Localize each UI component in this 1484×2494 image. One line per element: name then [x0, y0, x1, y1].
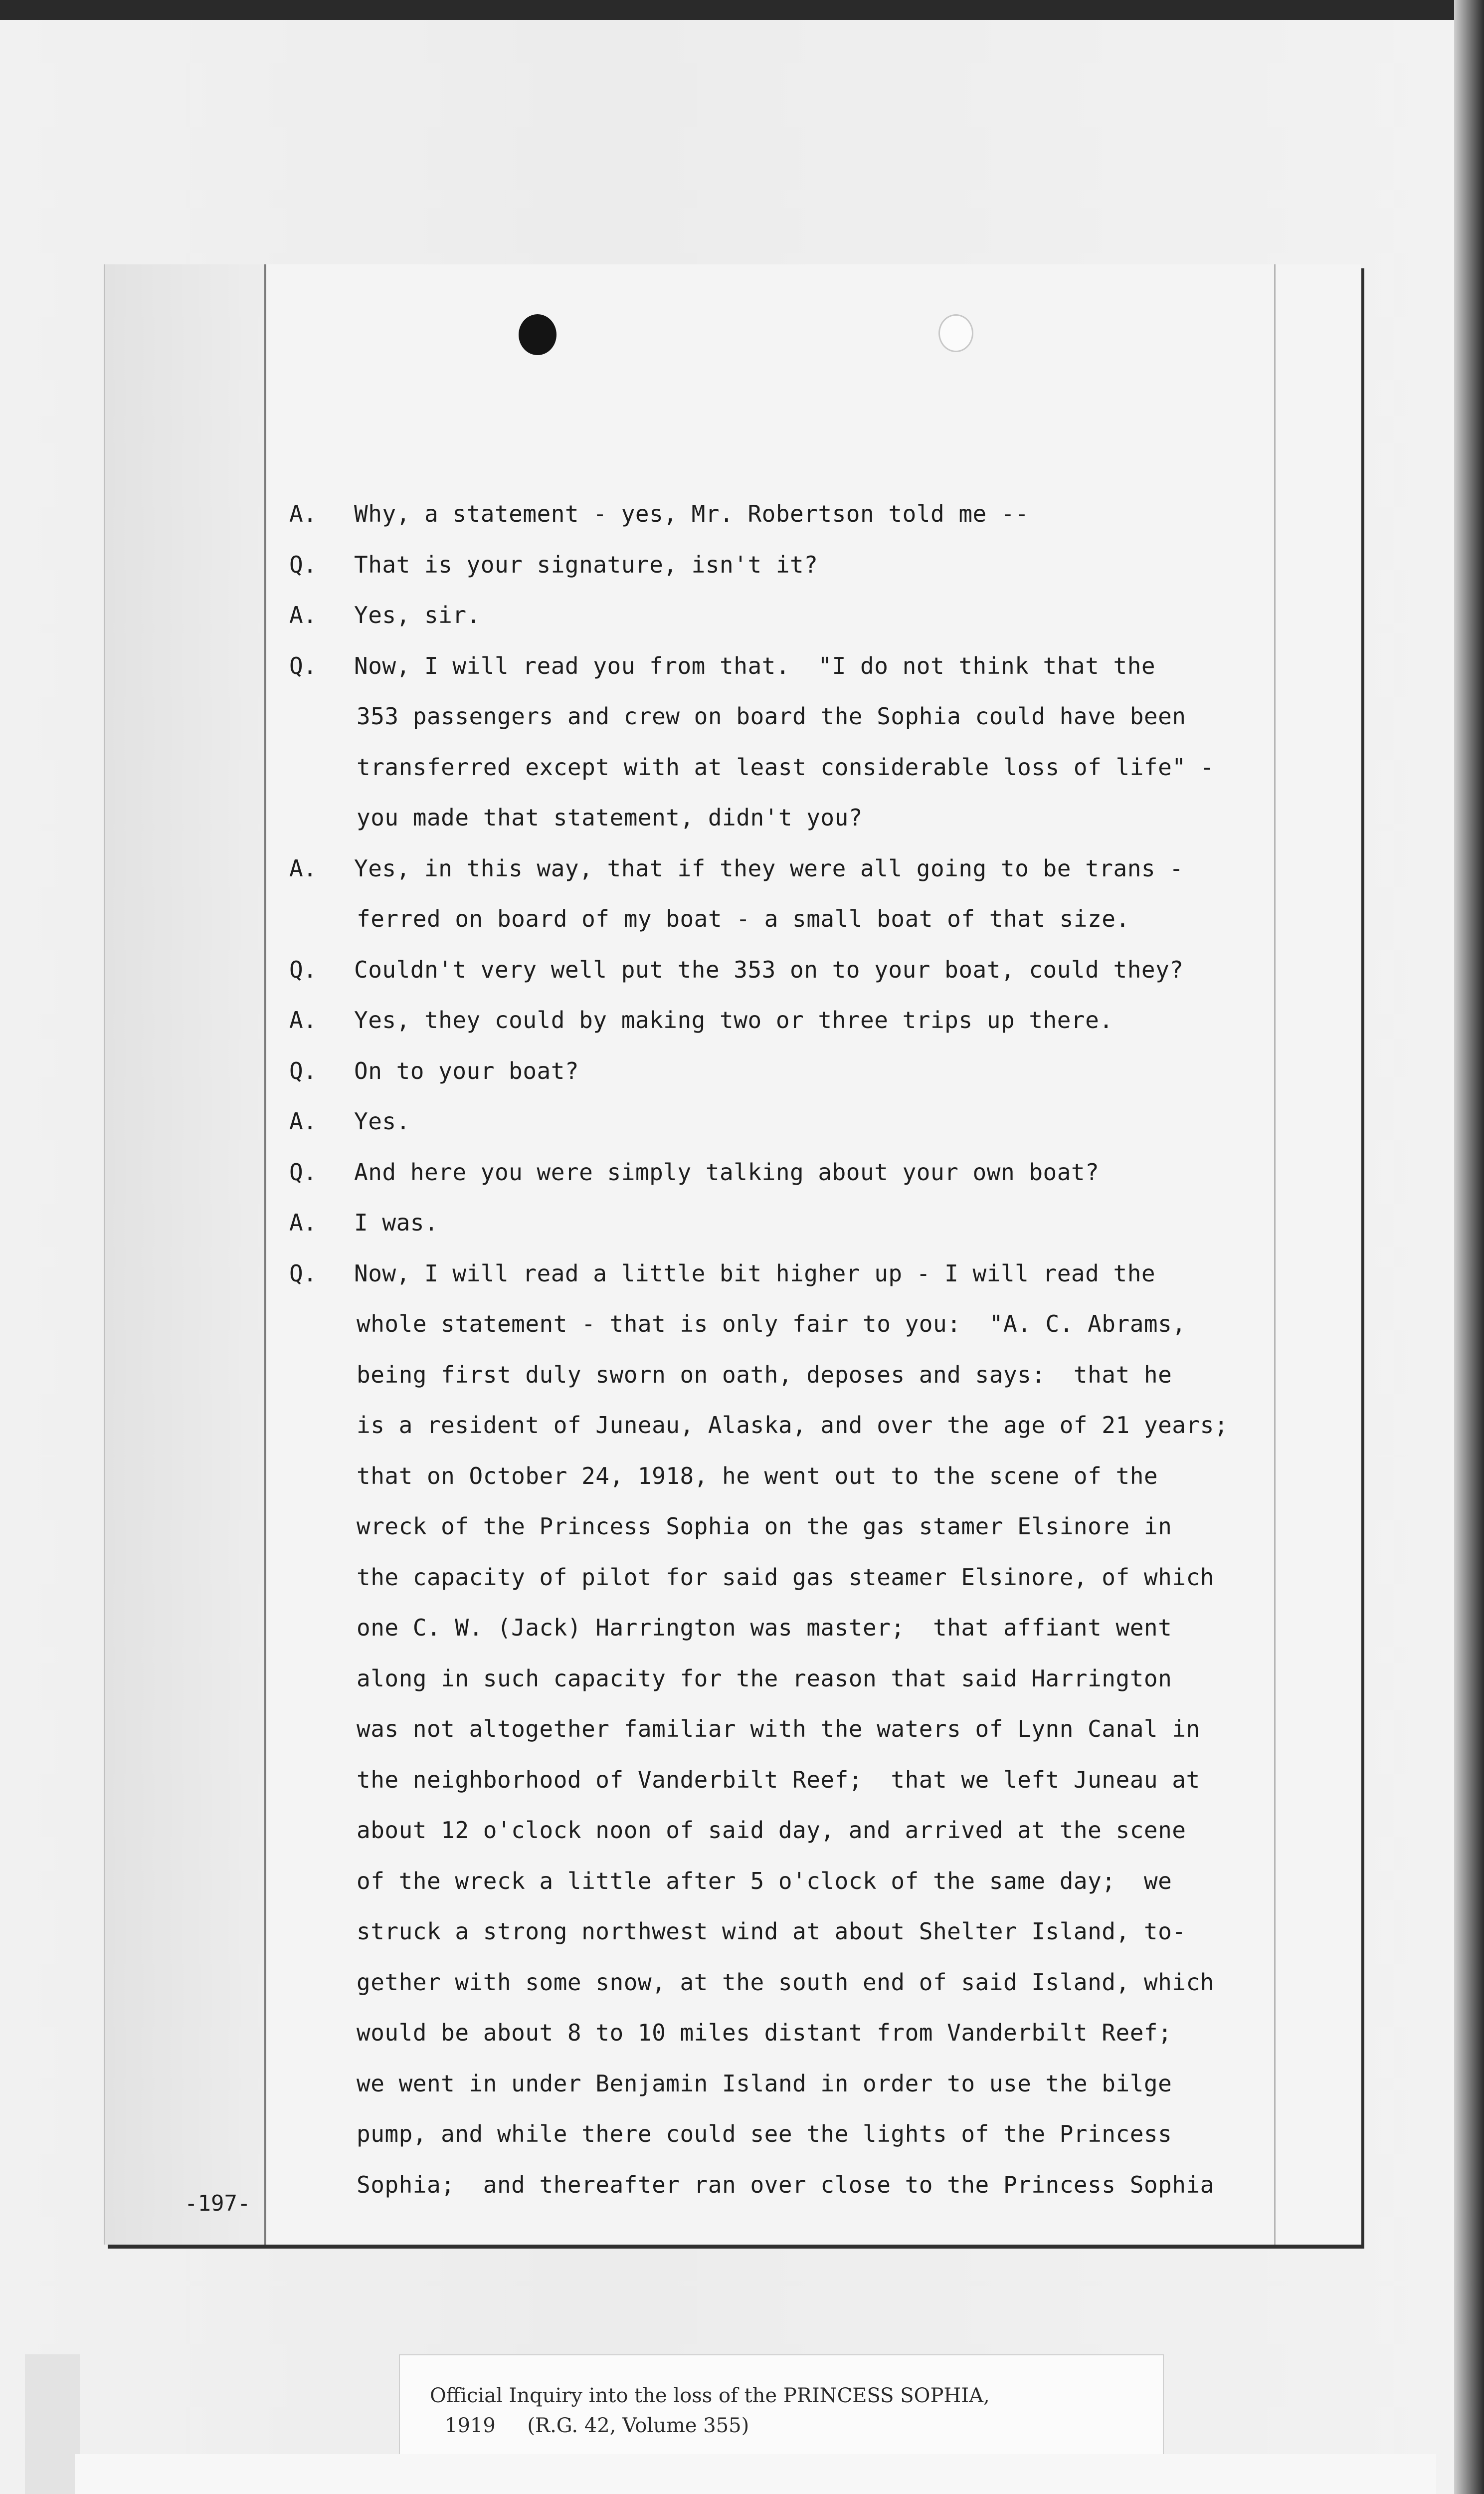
- line-text: the neighborhood of Vanderbilt Reef; that we left Juneau at: [357, 1766, 1200, 1793]
- archive-caption-label: [399, 2354, 1164, 2459]
- line-text: 353 passengers and crew on board the Sophia could have been: [357, 703, 1186, 730]
- transcript-line: [105, 1511, 1361, 1541]
- transcript-line: [105, 1765, 1361, 1795]
- speaker-marker: A.: [289, 1007, 317, 1034]
- speaker-marker: A.: [289, 1209, 317, 1236]
- line-text: On to your boat?: [354, 1057, 579, 1084]
- transcript-line: [105, 1157, 1361, 1187]
- line-text: wreck of the Princess Sophia on the gas stamer Elsinore in: [357, 1513, 1172, 1540]
- line-text: of the wreck a little after 5 o'clock of the same day; we: [357, 1867, 1172, 1894]
- transcript-line: [105, 1815, 1361, 1845]
- transcript-line: [105, 2170, 1361, 2200]
- transcript-line: [105, 1663, 1361, 1693]
- transcript-line: [105, 701, 1361, 731]
- speaker-marker: Q.: [289, 1158, 317, 1186]
- speaker-marker: Q.: [289, 551, 317, 578]
- caption-reference: 1919 (R.G. 42, Volume 355): [445, 2414, 749, 2437]
- transcript-line: [105, 803, 1361, 832]
- transcript-line: [105, 1461, 1361, 1491]
- line-text: that on October 24, 1918, he went out to the scene of the: [357, 1462, 1158, 1489]
- transcript-line: [105, 1967, 1361, 1997]
- line-text: Now, I will read you from that. "I do not think that the: [354, 652, 1156, 679]
- transcript-line: [105, 1714, 1361, 1744]
- transcript-line: [105, 752, 1361, 782]
- speaker-marker: A.: [289, 500, 317, 527]
- transcript-line: [105, 1613, 1361, 1643]
- line-text: And here you were simply talking about your own boat?: [354, 1158, 1100, 1186]
- page-number: -197-: [185, 2191, 251, 2216]
- speaker-marker: Q.: [289, 956, 317, 983]
- line-text: gether with some snow, at the south end of said Island, which: [357, 1968, 1214, 1996]
- transcript-line: [105, 2018, 1361, 2048]
- line-text: whole statement - that is only fair to you: "A. C. Abrams,: [357, 1310, 1186, 1337]
- transcript-line: [105, 1005, 1361, 1035]
- line-text: Why, a statement - yes, Mr. Robertson told me --: [354, 500, 1029, 527]
- line-text: Yes, sir.: [354, 602, 481, 628]
- transcript-line: [105, 499, 1361, 529]
- caption-title: Official Inquiry into the loss of the PRINCESS SOPHIA,: [430, 2384, 990, 2407]
- transcript-line: [105, 904, 1361, 934]
- speaker-marker: Q.: [289, 652, 317, 679]
- transcript-line: [105, 1056, 1361, 1086]
- line-text: was not altogether familiar with the waters of Lynn Canal in: [357, 1715, 1200, 1742]
- speaker-marker: A.: [289, 602, 317, 628]
- line-text: we went in under Benjamin Island in order to use the bilge: [357, 2070, 1172, 2097]
- line-text: That is your signature, isn't it?: [354, 551, 818, 578]
- transcript-line: [105, 1410, 1361, 1440]
- transcript-line: [105, 2119, 1361, 2149]
- transcript-line: [105, 853, 1361, 883]
- archives-stamp: [75, 2454, 1436, 2494]
- line-text: you made that statement, didn't you?: [357, 804, 863, 831]
- transcript-line: [105, 1309, 1361, 1339]
- line-text: the capacity of pilot for said gas steamer Elsinore, of which: [357, 1563, 1214, 1591]
- line-text: Yes.: [354, 1108, 410, 1135]
- line-text: Now, I will read a little bit higher up - I will read the: [354, 1259, 1156, 1287]
- scan-top-edge: [0, 0, 1484, 20]
- transcript-line: [105, 1258, 1361, 1288]
- speaker-marker: A.: [289, 854, 317, 882]
- line-text: transferred except with at least considerable loss of life" -: [357, 753, 1214, 781]
- line-text: pump, and while there could see the lights of the Princess: [357, 2120, 1172, 2147]
- line-text: would be about 8 to 10 miles distant from Vanderbilt Reef;: [357, 2019, 1172, 2046]
- line-text: Yes, they could by making two or three trips up there.: [354, 1007, 1113, 1034]
- mount-left-edge: [25, 2354, 80, 2494]
- line-text: struck a strong northwest wind at about Shelter Island, to-: [357, 1918, 1186, 1945]
- line-text: Sophia; and thereafter ran over close to the Princess Sophia: [357, 2171, 1214, 2198]
- transcript-line: [105, 651, 1361, 681]
- line-text: Yes, in this way, that if they were all going to be trans -: [354, 854, 1184, 882]
- transcript-line: [105, 600, 1361, 630]
- line-text: about 12 o'clock noon of said day, and arrived at the scene: [357, 1817, 1186, 1844]
- transcript-line: [105, 1106, 1361, 1136]
- line-text: being first duly sworn on oath, deposes and says: that he: [357, 1361, 1172, 1388]
- transcript-line: [105, 1562, 1361, 1592]
- line-text: ferred on board of my boat - a small boat of that size.: [357, 905, 1130, 932]
- transcript-line: [105, 1866, 1361, 1896]
- transcript-text: [105, 264, 1361, 2245]
- speaker-marker: A.: [289, 1108, 317, 1135]
- line-text: Couldn't very well put the 353 on to your boat, could they?: [354, 956, 1184, 983]
- transcript-line: [105, 1360, 1361, 1390]
- transcript-line: [105, 550, 1361, 580]
- line-text: is a resident of Juneau, Alaska, and over the age of 21 years;: [357, 1412, 1229, 1439]
- speaker-marker: Q.: [289, 1259, 317, 1287]
- line-text: along in such capacity for the reason that said Harrington: [357, 1664, 1172, 1692]
- transcript-line: [105, 2069, 1361, 2098]
- transcript-line: [105, 955, 1361, 985]
- line-text: one C. W. (Jack) Harrington was master; that affiant went: [357, 1614, 1172, 1641]
- transcript-line: [105, 1208, 1361, 1238]
- scan-right-edge: [1454, 0, 1484, 2494]
- line-text: I was.: [354, 1209, 439, 1236]
- transcript-page: [105, 264, 1361, 2245]
- transcript-line: [105, 1916, 1361, 1946]
- speaker-marker: Q.: [289, 1057, 317, 1084]
